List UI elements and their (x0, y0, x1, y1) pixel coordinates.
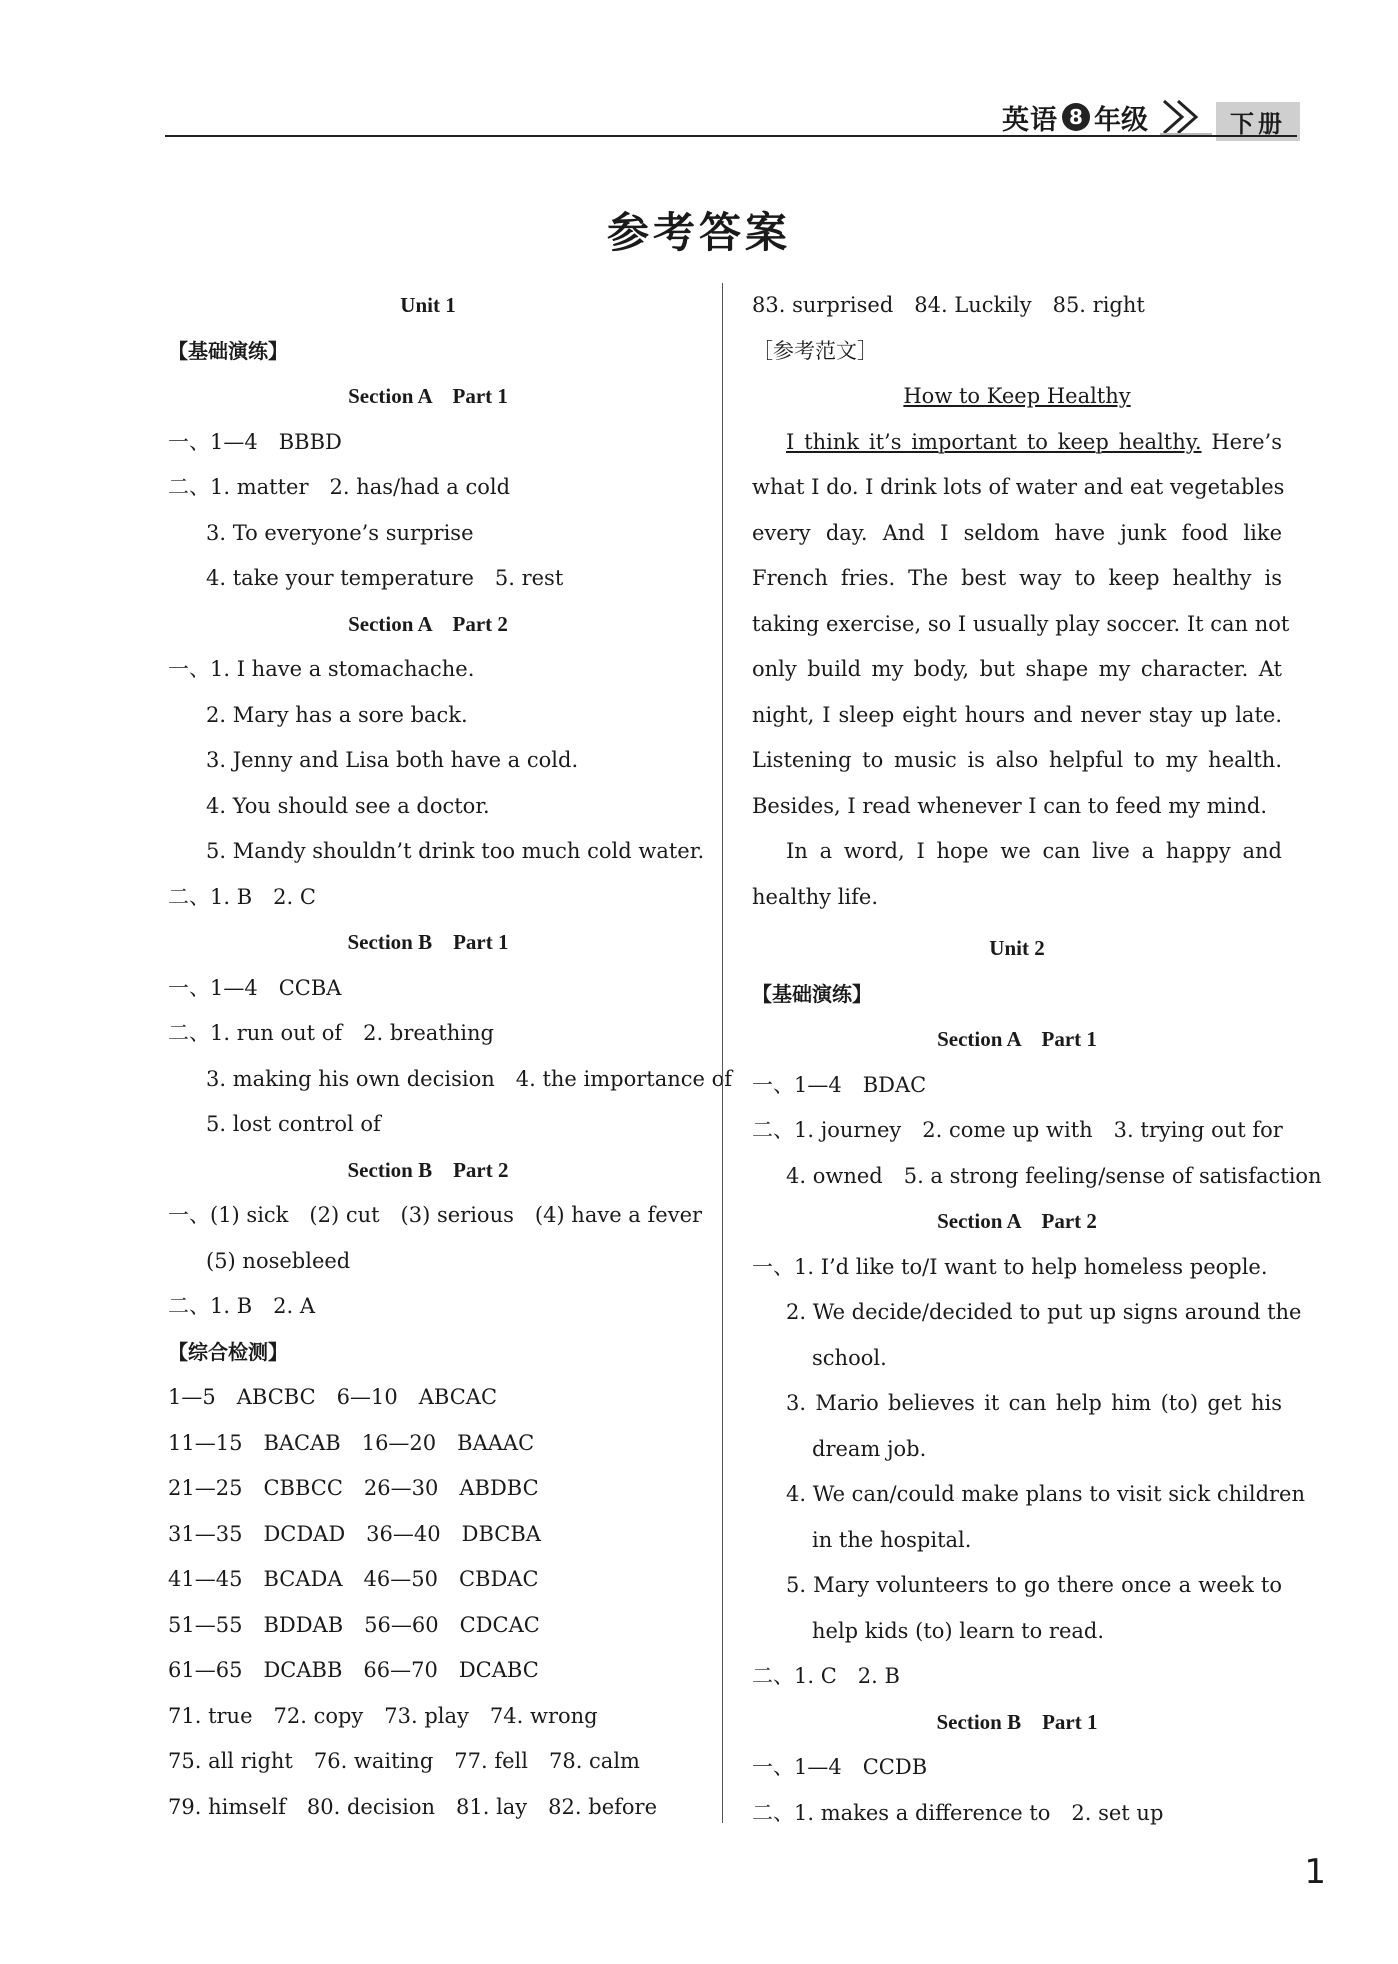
answer-line: 5. Mandy shouldn’t drink too much cold water. (206, 839, 705, 863)
answer-line: 4. take your temperature 5. rest (206, 566, 564, 590)
column-divider (722, 283, 723, 1823)
basic-practice-tag: 【基础演练】 (168, 338, 288, 363)
answer-line: 31—35 DCDAD 36—40 DBCBA (168, 1521, 541, 1546)
left-column (168, 283, 733, 1830)
section-heading: Section B Part 1 (347, 930, 509, 954)
answer-line: 一、1—4 BDAC (752, 1072, 927, 1097)
answer-line: 1—5 ABCBC 6—10 ABCAC (168, 1385, 498, 1409)
answer-line: dream job. (812, 1436, 927, 1461)
answer-line: 3. Jenny and Lisa both have a cold. (206, 748, 579, 772)
sample-essay-tag: ［参考范文］ (752, 338, 878, 363)
essay-line: Listening to music is also helpful to my health. (752, 748, 1282, 772)
answer-line: 79. himself 80. decision 81. lay 82. before (168, 1794, 657, 1819)
answer-line: (5) nosebleed (206, 1248, 351, 1273)
section-heading: Section A Part 1 (937, 1027, 1097, 1051)
basic-practice-tag: 【基础演练】 (752, 981, 872, 1006)
answer-line: 4. We can/could make plans to visit sick children (786, 1482, 1306, 1506)
answer-line: 4. owned 5. a strong feeling/sense of satisfaction (786, 1163, 1322, 1188)
essay-line: In a word, I hope we can live a happy and (786, 839, 1282, 863)
header-grade-badge: 8 (1062, 103, 1090, 131)
page-number: 1 (1304, 1852, 1326, 1892)
essay-line: Besides, I read whenever I can to feed my mind. (752, 793, 1267, 818)
answer-line: 一、1—4 CCBA (168, 975, 342, 1000)
section-heading: Section A Part 1 (348, 384, 508, 408)
answer-line: 3. making his own decision 4. the importance of (206, 1066, 733, 1091)
answer-line: 61—65 DCABB 66—70 DCABC (168, 1658, 539, 1682)
essay-line: night, I sleep eight hours and never stay up late. (752, 702, 1282, 727)
header-rule (165, 135, 1297, 137)
answer-line: 二、1. matter 2. has/had a cold (168, 475, 511, 499)
answer-line: 83. surprised 84. Luckily 85. right (752, 293, 1145, 317)
section-heading: Section A Part 2 (937, 1209, 1097, 1233)
header-grade-text: 年级 (1094, 104, 1148, 136)
essay-line: French fries. The best way to keep healthy is (752, 566, 1282, 590)
answer-line: 41—45 BCADA 46—50 CBDAC (168, 1567, 539, 1591)
answer-line: 21—25 CBBCC 26—30 ABDBC (168, 1476, 539, 1500)
essay-line: only build my body, but shape my character. At (752, 657, 1282, 681)
header-volume: 下册 (1216, 102, 1300, 141)
unit2-heading: Unit 2 (989, 936, 1045, 960)
right-column (752, 283, 1322, 1836)
essay-line: taking exercise, so I usually play soccer. It can not (752, 611, 1290, 636)
answer-line: in the hospital. (812, 1527, 972, 1552)
answer-line: 11—15 BACAB 16—20 BAAAC (168, 1430, 535, 1455)
answer-line: 3. To everyone’s surprise (206, 520, 474, 545)
running-header (1002, 100, 1300, 138)
answer-line: 4. You should see a doctor. (206, 793, 490, 818)
page-title: 参考答案 (606, 208, 791, 257)
answer-line: 一、1—4 CCDB (752, 1755, 928, 1779)
answer-line: 二、1. B 2. A (168, 1294, 316, 1318)
essay-line: every day. And I seldom have junk food like (752, 520, 1282, 545)
unit1-heading: Unit 1 (400, 293, 456, 317)
answer-line: 二、1. journey 2. come up with 3. trying out for (752, 1118, 1283, 1142)
essay-text: Here’s (1201, 429, 1282, 454)
header-subject: 英语 (1002, 104, 1058, 136)
answer-line: 75. all right 76. waiting 77. fell 78. calm (168, 1749, 640, 1773)
essay-line: what I do. I drink lots of water and eat vegetables (752, 475, 1285, 499)
answer-line: 一、1. I’d like to/I want to help homeless people. (752, 1254, 1268, 1279)
answer-line: 二、1. makes a difference to 2. set up (752, 1800, 1164, 1825)
answer-line: 3. Mario believes it can help him (to) get his (786, 1391, 1282, 1415)
answer-line: 5. lost control of (206, 1112, 381, 1136)
answer-line: 2. Mary has a sore back. (206, 702, 468, 727)
double-chevron-icon (1160, 97, 1212, 137)
section-heading: Section B Part 1 (936, 1709, 1098, 1734)
answer-line: 二、1. C 2. B (752, 1664, 900, 1688)
answer-line: 一、1. I have a stomachache. (168, 657, 475, 681)
answer-line: 51—55 BDDAB 56—60 CDCAC (168, 1612, 540, 1637)
essay-topic-sentence: I think it’s important to keep healthy. (786, 429, 1202, 454)
essay-line (752, 420, 1282, 466)
essay-title: How to Keep Healthy (903, 384, 1131, 408)
section-heading: Section A Part 2 (348, 611, 508, 636)
answer-line: 5. Mary volunteers to go there once a week to (786, 1573, 1282, 1597)
answer-line: help kids (to) learn to read. (812, 1618, 1105, 1643)
answer-line: school. (812, 1345, 887, 1370)
answer-line: 71. true 72. copy 73. play 74. wrong (168, 1703, 598, 1728)
comprehensive-test-tag: 【综合检测】 (168, 1339, 288, 1364)
answer-line: 2. We decide/decided to put up signs around the (786, 1300, 1302, 1324)
essay-line: healthy life. (752, 884, 878, 909)
answer-line: 二、1. B 2. C (168, 884, 316, 909)
answer-line: 一、(1) sick (2) cut (3) serious (4) have a fever (168, 1203, 703, 1227)
answer-line: 二、1. run out of 2. breathing (168, 1021, 494, 1045)
section-heading: Section B Part 2 (347, 1157, 509, 1182)
answer-line: 一、1—4 BBBD (168, 429, 342, 454)
